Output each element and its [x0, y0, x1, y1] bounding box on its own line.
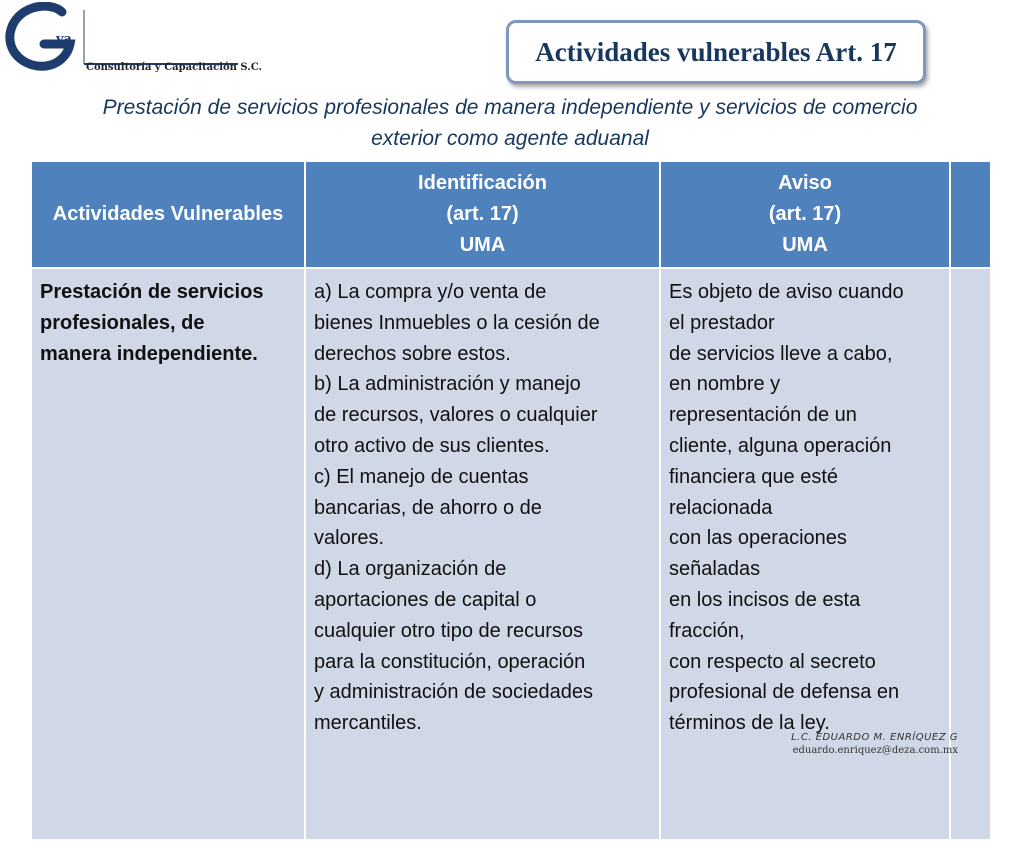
- cell-line: valores.: [314, 527, 385, 550]
- cell-line: cualquier otro tipo de recursos: [314, 619, 584, 642]
- cell-line: otro activo de sus clientes.: [314, 434, 550, 457]
- cell-line: el prestador: [669, 311, 775, 334]
- cell-line: Es objeto de aviso cuando: [669, 281, 904, 303]
- cell-line: en los incisos de esta: [669, 588, 861, 611]
- cell-line: aportaciones de capital o: [314, 588, 537, 611]
- cell-line: manera independiente.: [40, 342, 258, 365]
- title-box: [506, 20, 926, 84]
- cell-line: Prestación de servicios: [40, 281, 264, 303]
- header-empty: [950, 161, 991, 268]
- cell-line: con respecto al secreto: [669, 650, 876, 673]
- header-label: (art. 17): [446, 203, 519, 225]
- cell-line: relacionada: [669, 496, 773, 519]
- header-identification: [305, 161, 660, 268]
- subtitle-line: exterior como agente aduanal: [371, 127, 649, 150]
- header-label: Identificación: [418, 172, 547, 194]
- cell-line: en nombre y: [669, 373, 781, 396]
- cell-line: y administración de sociedades: [314, 681, 594, 704]
- header-label: Actividades Vulnerables: [52, 203, 284, 225]
- cell-line: mercantiles.: [314, 712, 422, 735]
- cell-line: b) La administración y manejo: [314, 373, 581, 396]
- cell-line: de recursos, valores o cualquier: [314, 404, 598, 427]
- cell-activity: [31, 268, 305, 840]
- header-notice: [660, 161, 950, 268]
- cell-line: bienes Inmuebles o la cesión de: [314, 311, 600, 334]
- subtitle-line: Prestación de servicios profesionales de manera independiente y servicios de comercio: [102, 96, 918, 119]
- header-label: UMA: [782, 234, 828, 256]
- logo-letters: va: [56, 32, 72, 47]
- footer: [791, 732, 958, 756]
- cell-line: términos de la ley.: [669, 712, 830, 735]
- cell-line: financiera que esté: [669, 465, 839, 488]
- page-subtitle: [40, 92, 980, 154]
- cell-line: con las operaciones: [669, 527, 847, 550]
- footer-email: eduardo.enriquez@deza.com.mx: [792, 745, 958, 756]
- cell-line: c) El manejo de cuentas: [314, 465, 529, 488]
- cell-identification: [305, 268, 660, 840]
- cell-line: señaladas: [669, 558, 761, 581]
- header-label: UMA: [459, 234, 506, 256]
- cell-line: derechos sobre estos.: [314, 342, 511, 365]
- cell-line: a) La compra y/o venta de: [314, 281, 547, 303]
- header-label: (art. 17): [768, 203, 842, 225]
- cell-line: fracción,: [669, 619, 745, 642]
- cell-line: profesional de defensa en: [669, 681, 900, 704]
- page-title: Actividades vulnerables Art. 17: [535, 36, 897, 67]
- cell-line: d) La organización de: [314, 558, 507, 581]
- cell-line: para la constitución, operación: [314, 650, 586, 673]
- header-activities: [31, 161, 305, 268]
- logo-company-name: Consultoría y Capacitación S.C.: [86, 62, 263, 73]
- cell-line: profesionales, de: [40, 311, 205, 334]
- cell-line: de servicios lleve a cabo,: [669, 342, 893, 365]
- header-label: Aviso: [778, 172, 832, 194]
- cell-line: bancarias, de ahorro o de: [314, 496, 542, 519]
- table-header-row: [31, 161, 991, 268]
- cell-line: representación de un: [669, 404, 857, 427]
- cell-line: cliente, alguna operación: [669, 434, 892, 457]
- footer-author: L.C. EDUARDO M. ENRÍQUEZ G: [791, 732, 958, 743]
- company-logo: [4, 2, 263, 78]
